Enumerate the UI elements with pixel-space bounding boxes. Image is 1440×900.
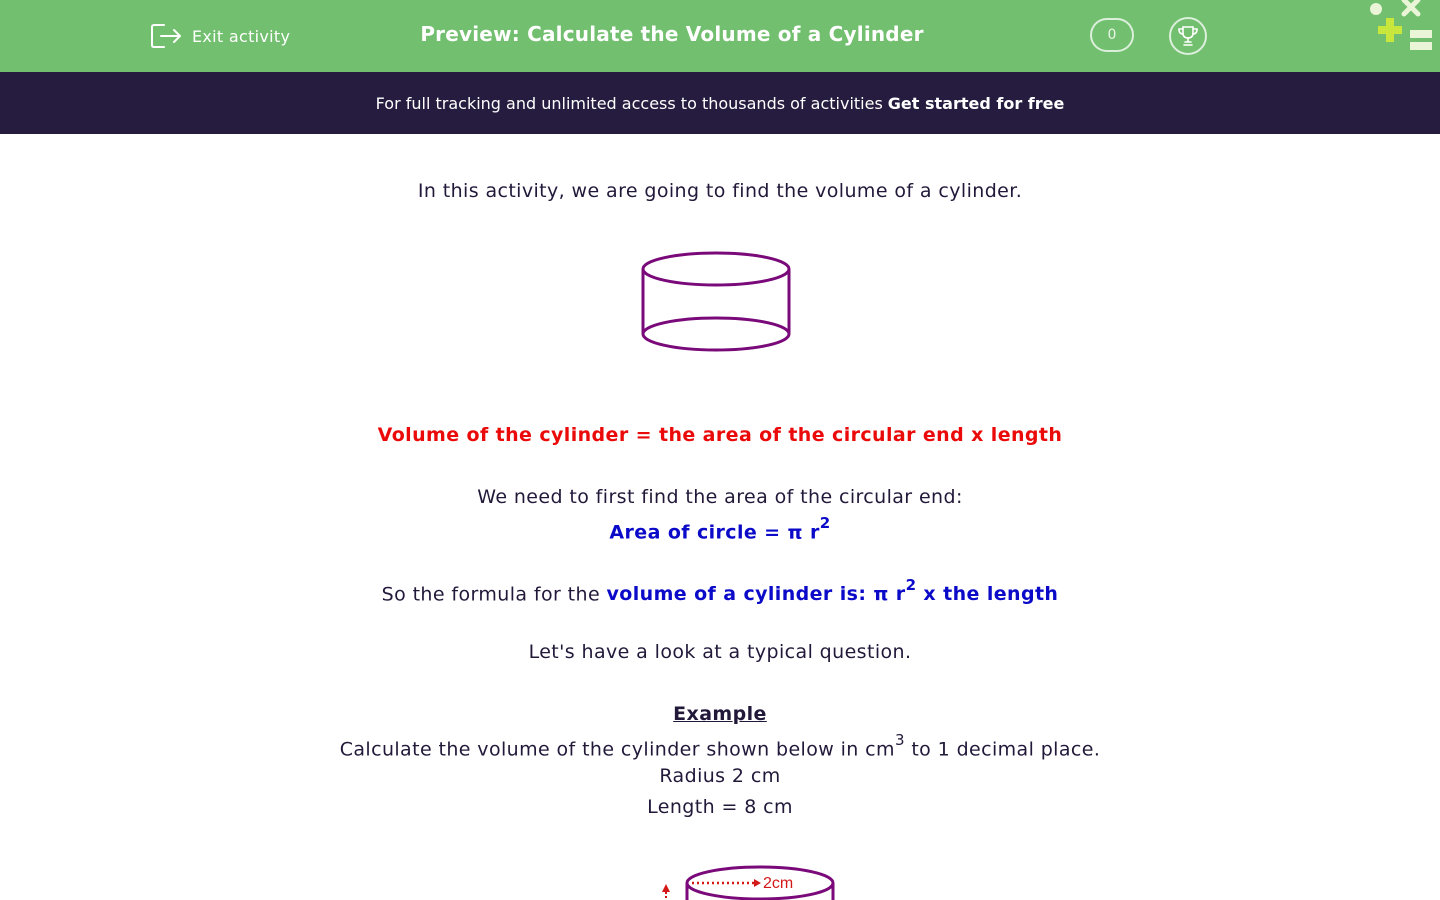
- typical-question-text: Let's have a look at a typical question.: [528, 641, 912, 663]
- radius-label: 2cm: [763, 875, 794, 892]
- get-started-link[interactable]: Get started for free: [887, 93, 1065, 113]
- exit-activity-button[interactable]: [150, 22, 290, 50]
- exit-activity-label: Exit activity: [192, 26, 291, 46]
- intro-text: In this activity, we are going to find the volume of a cylinder.: [417, 180, 1023, 202]
- volume-formula: Volume of the cylinder = the area of the circular end x length: [377, 424, 1063, 446]
- upgrade-banner: [0, 72, 1440, 134]
- formula-suffix: x the length: [916, 583, 1059, 606]
- example-heading: [0, 703, 1440, 725]
- cylinder-diagram: [640, 250, 794, 354]
- question-suffix: to 1 decimal place.: [904, 738, 1101, 761]
- length-text: Length = 8 cm: [647, 796, 793, 818]
- banner-text: For full tracking and unlimited access to thousands of activities: [375, 93, 883, 113]
- brand-logo-icon: [1368, 0, 1440, 60]
- example-heading-text: Example: [673, 703, 767, 725]
- exit-icon: [150, 22, 182, 50]
- top-bar: [0, 0, 1440, 72]
- area-formula: [0, 514, 1440, 544]
- radius-text: Radius 2 cm: [659, 765, 781, 787]
- question-text: Calculate the volume of the cylinder shown below in cm: [339, 738, 895, 761]
- example-question: [0, 731, 1440, 761]
- formula-main: volume of a cylinder is: π r: [606, 583, 906, 606]
- formula-exponent: 2: [905, 576, 917, 594]
- example-cylinder-diagram: [656, 862, 840, 900]
- cylinder-formula: [0, 576, 1440, 606]
- trophy-icon: [1176, 24, 1200, 48]
- area-intro: We need to first find the area of the circular end:: [477, 486, 963, 508]
- area-formula-text: Area of circle = π r: [609, 521, 820, 544]
- formula-prefix: So the formula for the: [381, 583, 601, 606]
- score-badge: 0: [1090, 18, 1134, 52]
- trophy-button[interactable]: [1169, 17, 1207, 55]
- area-exponent: 2: [819, 514, 831, 532]
- question-exponent: 3: [894, 731, 905, 749]
- page-title: Preview: Calculate the Volume of a Cylinder: [420, 22, 924, 46]
